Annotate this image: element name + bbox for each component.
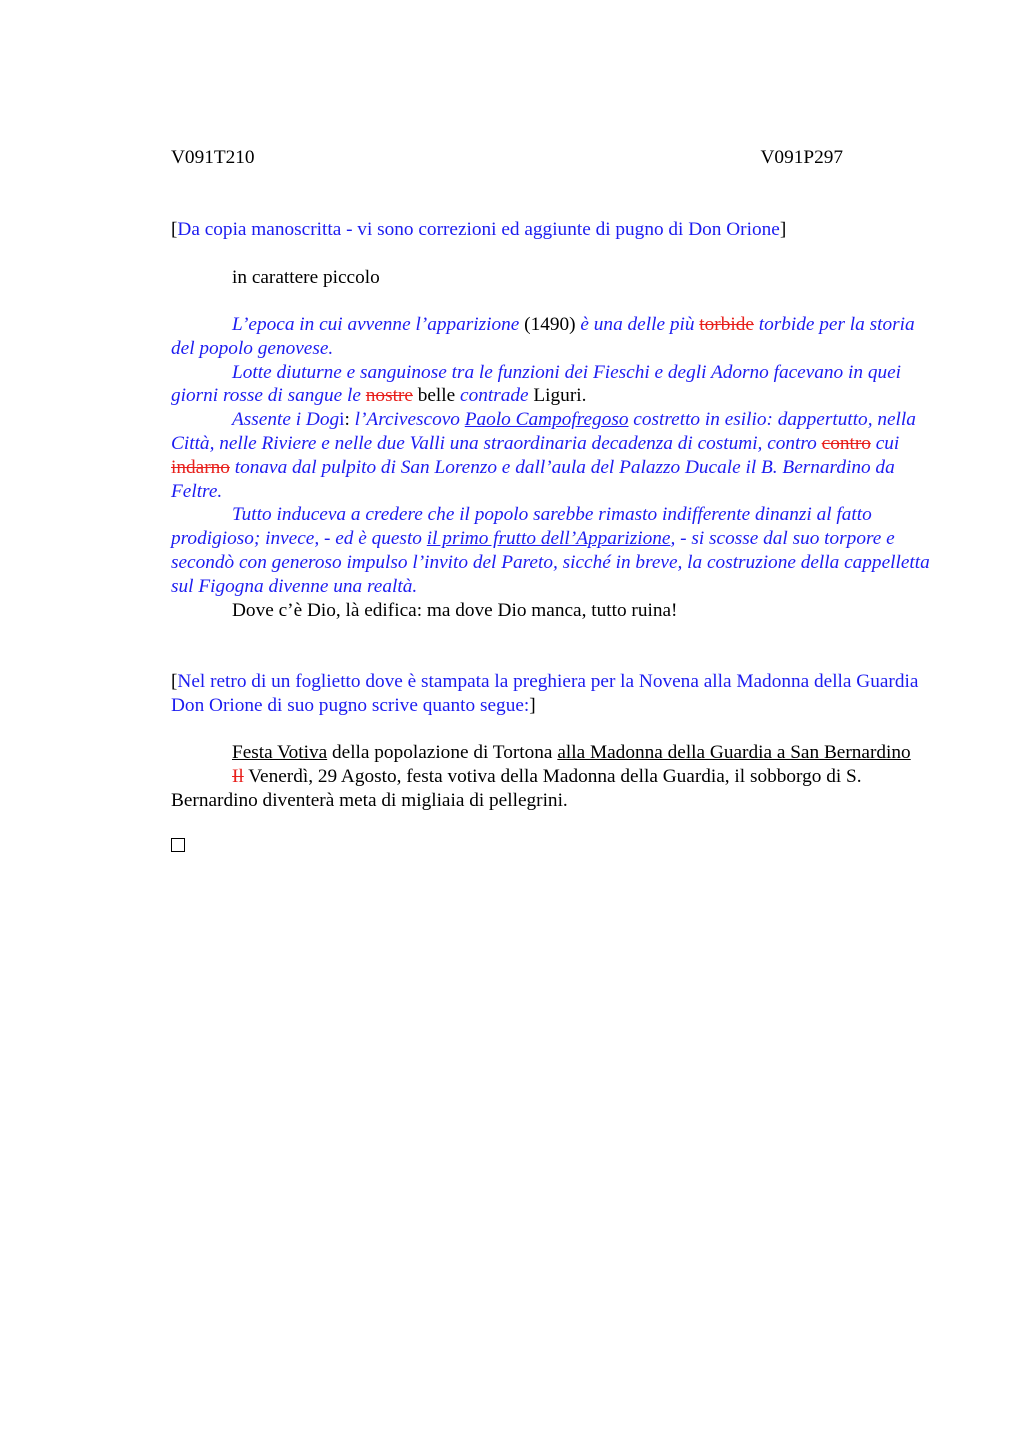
p3-part-b: i [339,409,345,431]
p2-part-d: Liguri. [528,385,587,407]
p3-part-d: l’Arcivescovo [354,409,465,431]
p1-struck-word: torbide [699,314,754,335]
main-text-block [171,313,931,622]
title-underlined-1: Festa Votiva [232,742,328,763]
p2-struck-word: nostre [365,385,413,407]
p1-part-d: torbide per la storia del popolo genovese. [171,314,915,359]
small-print-note-text: in carattere piccolo [232,267,380,288]
header-left-code: V091T210 [171,147,255,168]
p3-part-c: : [344,409,355,431]
p3-part-g: tonava dal pulpito di San Lorenzo e dall’aula del Palazzo Ducale il B. Bernardino da Feltre. [171,456,895,502]
title-middle: della popolazione di Tortona [327,742,558,763]
p6-struck-word: Il [232,765,244,787]
p3-part-f: cui [870,432,900,454]
bracket-close-2: ] [529,694,536,716]
p2-part-c: contrade [460,385,529,407]
p4-part-b: , - si scosse dal suo torpore e secondò con generoso impulso l’invito del Pareto, sicché in breve, la costruzione della cappelletta sul Figogna divenne una realtà. [171,528,930,597]
bracket-close: ] [779,219,787,240]
source-note-1-text: Da copia manoscritta - vi sono correzioni ed aggiunte di pugno di Don Orione [177,219,780,240]
source-note-2-text: Nel retro di un foglietto dove è stampata la preghiera per la Novena alla Madonna della Guardia Don Orione di suo pugno scrive quanto segue: [171,671,919,716]
p2-part-b: belle [412,385,461,407]
source-note-1 [171,218,931,242]
p4-underlined-phrase: il primo frutto dell’Apparizione [426,528,671,550]
p2-part-a: Lotte diuturne e sanguinose tra le funzioni dei Fieschi e degli Adorno facevano in quei giorni rosse di sangue le [171,361,902,407]
p3-part-e: costretto in esilio: dappertutto, nella Città, nelle Riviere e nelle due Valli una straordinaria decadenza di costumi, contro [171,409,916,454]
p1-part-b: (1490) [519,314,581,335]
bracket-open: [ [171,219,178,240]
p3-struck-word-2: indarno [171,456,230,478]
source-note-2 [171,670,931,718]
p3-struck-word-1: contro [821,432,871,454]
header-right-code: V091P297 [760,147,843,168]
p3-part-a: Assente i Dog [232,409,340,431]
p4-part-a: Tutto induceva a credere che il popolo sarebbe rimasto indifferente dinanzi al fatto prodigioso; invece, - ed è questo [171,504,872,550]
festa-block [171,741,931,812]
paragraph-2 [171,361,931,409]
p6-text: Venerdì, 29 Agosto, festa votiva della Madonna della Guardia, il sobborgo di S. Bernardino diventerà meta di migliaia di pellegrini. [171,765,862,811]
paragraph-4 [171,503,931,598]
paragraph-1 [171,313,931,361]
p3-underlined-name: Paolo Campofregoso [464,409,629,431]
paragraph-3 [171,408,931,503]
small-print-note [171,266,931,290]
title-underlined-2: alla Madonna della Guardia a San Bernardino [557,742,911,763]
bracket-open-2: [ [171,671,178,692]
title-line [171,741,931,765]
paragraph-6 [171,765,931,813]
p1-part-a: L’epoca in cui avvenne l’apparizione [232,314,520,335]
p1-part-c: è una delle più [580,314,700,335]
paragraph-5: Dove c’è Dio, là edifica: ma dove Dio manca, tutto ruina! [232,599,678,621]
empty-box-icon [171,838,185,852]
